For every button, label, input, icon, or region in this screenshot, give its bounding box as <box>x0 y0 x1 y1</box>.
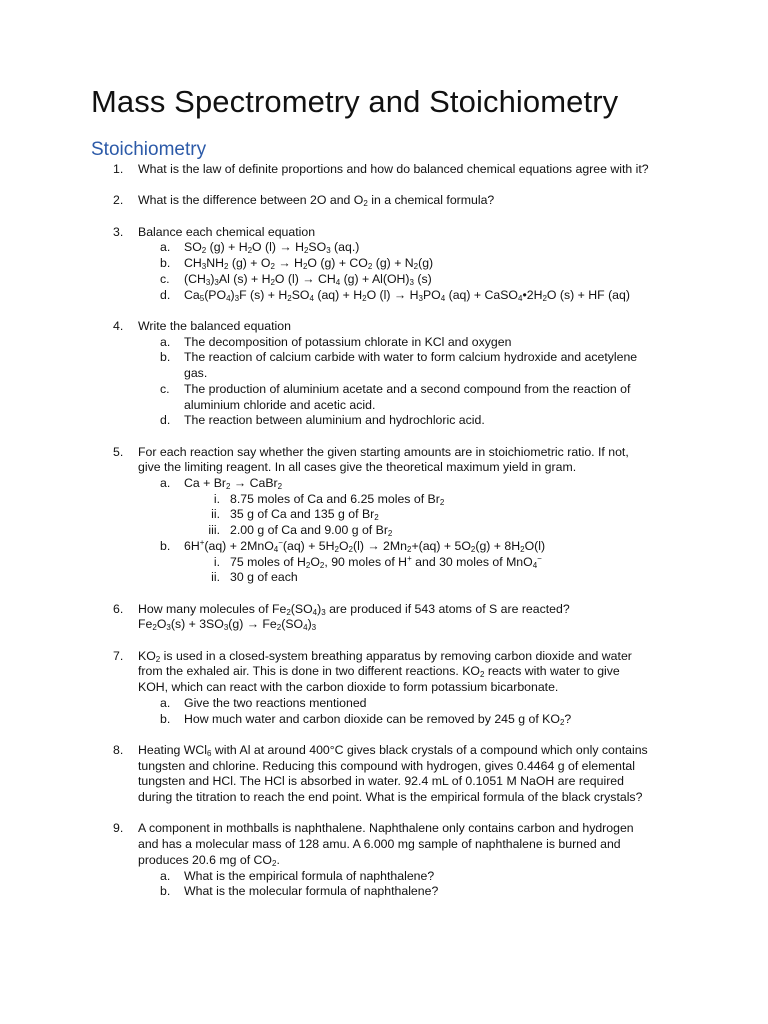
text-segment: (s) + 3SO <box>170 617 224 632</box>
part-letter: a. <box>160 240 171 255</box>
text-line <box>184 272 432 286</box>
question-part <box>0 335 768 351</box>
text-line <box>184 712 571 726</box>
superscript: + <box>407 553 412 563</box>
question-part <box>0 382 768 413</box>
question-part <box>0 869 768 885</box>
text-segment: +(aq) + 5O <box>411 538 471 553</box>
text-segment: 2.00 g of Ca and 9.00 g of Br <box>230 523 388 538</box>
text-segment: . <box>276 852 280 867</box>
question-item <box>0 162 768 178</box>
text-segment: (l) → 2Mn <box>353 538 407 553</box>
subscript: 2 <box>247 246 253 256</box>
text-line <box>230 507 379 521</box>
text-segment: (s) <box>413 271 432 286</box>
superscript: + <box>199 537 205 547</box>
text-segment: NH <box>206 256 224 271</box>
text-segment: How much water and carbon dioxide can be removed by 245 g of KO <box>184 711 560 726</box>
question-number: 5. <box>113 444 124 459</box>
subscript: 2 <box>520 544 525 554</box>
question-part <box>0 539 768 586</box>
text-segment: (aq.) <box>330 240 360 255</box>
text-segment: (g) + N <box>372 256 414 271</box>
subscript: 2 <box>277 482 283 491</box>
subscript: 4 <box>312 607 318 617</box>
text-segment: (g) <box>418 256 434 271</box>
question-part <box>0 712 768 728</box>
question-item <box>0 743 768 806</box>
question-number: 9. <box>113 821 124 836</box>
text-segment: with Al at around 400°C gives black crystals of a compound which only contains <box>211 742 648 757</box>
text-line <box>138 837 621 851</box>
subscript: 5 <box>199 293 205 303</box>
subscript: 2 <box>201 246 207 256</box>
text-segment: produces 20.6 mg of CO <box>138 852 272 867</box>
text-line <box>138 774 624 788</box>
text-segment: is used in a closed-system breathing apparatus by removing carbon dioxide and water <box>160 648 632 663</box>
text-segment: are produced if 543 atoms of S are reacted? <box>325 601 570 616</box>
text-line <box>184 476 282 490</box>
section-heading: Stoichiometry <box>91 139 207 160</box>
subscript: 3 <box>166 623 171 633</box>
text-line <box>184 288 630 302</box>
text-segment: The reaction of calcium carbide with water to form calcium hydroxide and acetylene <box>184 350 638 365</box>
text-line <box>184 350 637 364</box>
subscript: 2 <box>363 199 368 209</box>
question-item <box>0 225 768 304</box>
text-segment: What is the law of definite proportions and how do balanced chemical equations agree with it? <box>138 162 649 176</box>
text-segment: O (l) → H <box>252 240 304 255</box>
subscript: 2 <box>348 544 353 554</box>
text-segment: Give the two reactions mentioned <box>184 695 367 710</box>
text-segment: gas. <box>184 366 208 381</box>
superscript: − <box>537 553 542 563</box>
subscript: 4 <box>517 293 523 303</box>
subscript: 3 <box>326 246 331 256</box>
text-segment: (aq) + 2MnO <box>204 538 274 553</box>
part-letter: d. <box>160 413 171 428</box>
question-subpart <box>0 507 768 523</box>
part-letter: b. <box>160 538 171 553</box>
subscript: 2 <box>319 560 325 570</box>
question-part <box>0 476 768 539</box>
text-segment: (SO <box>281 617 304 632</box>
question-part <box>0 696 768 712</box>
subscript: 2 <box>480 670 485 680</box>
text-line <box>138 821 634 835</box>
subscript: 4 <box>532 560 538 570</box>
text-segment: Al (s) + H <box>218 271 271 286</box>
subscript: 3 <box>409 277 414 287</box>
subscript: 2 <box>305 560 311 570</box>
text-line <box>184 366 207 380</box>
text-segment: Heating WCl <box>138 742 208 757</box>
text-segment: from the exhaled air. This is done in two different reactions. KO <box>138 664 480 679</box>
text-segment: , 90 moles of H <box>324 554 408 569</box>
text-segment: and 30 moles of MnO <box>411 554 533 569</box>
question-subpart <box>0 555 768 571</box>
question-part <box>0 288 768 304</box>
text-segment: KO <box>138 648 156 663</box>
part-letter: a. <box>160 476 171 490</box>
subscript: 3 <box>223 623 229 633</box>
text-line <box>184 539 545 553</box>
text-segment: What is the empirical formula of naphthalene? <box>184 868 435 883</box>
text-segment: PO <box>422 287 441 302</box>
text-line <box>230 523 392 537</box>
text-segment: O (l) → CH <box>274 271 336 286</box>
question-part <box>0 272 768 288</box>
text-segment: KOH, which can react with the carbon dioxide to form potassium bicarbonate. <box>138 680 559 695</box>
subscript: 4 <box>440 293 446 303</box>
text-segment: Ca <box>184 287 200 302</box>
subscript: 3 <box>214 277 219 287</box>
part-letter: b. <box>160 350 171 365</box>
text-line <box>138 162 649 176</box>
subscript: 6 <box>207 748 212 758</box>
text-line <box>138 602 570 616</box>
part-letter: a. <box>160 695 171 710</box>
subscript: 2 <box>270 262 275 272</box>
subscript: 2 <box>286 607 291 617</box>
subscript: 2 <box>270 277 275 287</box>
text-segment: ? <box>564 711 572 726</box>
text-segment: ) <box>307 617 312 632</box>
text-segment: A component in mothballs is naphthalene. Naphthalene only contains carbon and hydrogen <box>138 821 634 836</box>
subscript: 2 <box>367 262 373 272</box>
text-line <box>138 853 280 867</box>
text-segment: What is the molecular formula of naphthalene? <box>184 884 439 899</box>
text-segment: reacts with water to give <box>484 664 620 679</box>
subscript: 2 <box>302 262 308 272</box>
question-item <box>0 649 768 728</box>
subscript: 2 <box>152 623 157 633</box>
text-segment: O <box>156 617 167 632</box>
part-letter: a. <box>160 868 171 883</box>
text-line <box>184 884 438 898</box>
text-line <box>230 570 298 584</box>
text-segment: F (s) + H <box>239 287 288 302</box>
text-segment: The production of aluminium acetate and a second compound from the reaction of <box>184 381 631 396</box>
question-item <box>0 193 768 209</box>
text-segment: O <box>310 554 320 569</box>
text-line <box>184 696 367 710</box>
question-subpart <box>0 570 768 586</box>
text-segment: (aq) + 5H <box>282 538 335 553</box>
text-segment: in a chemical formula? <box>367 193 495 208</box>
text-line <box>184 256 433 270</box>
text-line <box>138 664 620 678</box>
text-segment: 35 g of Ca and 135 g of Br <box>230 507 375 522</box>
question-number: 7. <box>113 648 124 663</box>
text-segment: (g) + 8H <box>475 538 521 553</box>
question-number: 6. <box>113 601 124 616</box>
question-part <box>0 256 768 272</box>
text-segment: (SO <box>290 601 313 616</box>
subscript: 3 <box>234 293 240 303</box>
text-segment: and has a molecular mass of 128 amu. A 6.000 mg sample of naphthalene is burned and <box>138 837 621 852</box>
question-number: 3. <box>113 224 124 239</box>
question-list <box>0 162 768 900</box>
subscript: 2 <box>226 482 231 491</box>
part-letter: b. <box>160 884 171 899</box>
subscript: 3 <box>205 277 211 287</box>
question-number: 1. <box>113 162 124 176</box>
subscript: 2 <box>303 246 309 256</box>
subscript: 2 <box>559 717 565 727</box>
text-segment: (aq) + CaSO <box>445 287 518 302</box>
subscript: 3 <box>311 623 317 633</box>
text-segment: SO <box>291 287 310 302</box>
text-line <box>138 193 494 207</box>
page-title: Mass Spectrometry and Stoichiometry <box>91 84 619 119</box>
text-segment: O (s) + HF (aq) <box>546 287 630 302</box>
text-line <box>184 240 359 254</box>
text-line <box>138 319 291 333</box>
question-part <box>0 350 768 381</box>
subscript: 2 <box>374 513 379 523</box>
text-segment: 8.75 moles of Ca and 6.25 moles of Br <box>230 491 440 506</box>
question-number: 2. <box>113 193 124 208</box>
part-letter: d. <box>160 287 171 302</box>
text-line <box>184 413 485 427</box>
text-segment: The reaction between aluminium and hydrochloric acid. <box>184 413 485 428</box>
text-segment: For each reaction say whether the given starting amounts are in stoichiometric ratio. If not, <box>138 444 629 459</box>
text-segment: ) <box>317 601 322 616</box>
text-line <box>184 398 375 412</box>
text-segment: O <box>338 538 349 553</box>
text-line <box>184 382 630 396</box>
text-segment: (PO <box>204 287 227 302</box>
text-segment: (aq) + H <box>313 287 363 302</box>
subscript: 4 <box>303 623 308 633</box>
text-segment: 75 moles of H <box>230 554 306 569</box>
text-segment: (g) + O <box>228 256 271 271</box>
text-segment: tungsten and chlorine. Reducing this compound with hydrogen, gives 0.4464 g of elemental <box>138 758 635 773</box>
text-line <box>138 680 558 694</box>
text-segment: The decomposition of potassium chlorate in KCl and oxygen <box>184 334 512 349</box>
subscript: 2 <box>223 262 229 272</box>
subscript: 4 <box>226 293 231 303</box>
text-segment: tungsten and HCl. The HCl is absorbed in water. 92.4 mL of 0.1051 M NaOH are required <box>138 774 624 789</box>
text-segment: What is the difference between 2O and O <box>138 193 364 208</box>
subpart-numeral: i. <box>213 491 220 506</box>
subscript: 3 <box>418 293 423 303</box>
text-line <box>230 492 444 506</box>
text-line <box>138 460 576 474</box>
subscript: 2 <box>271 858 277 868</box>
subscript: 2 <box>287 293 292 303</box>
text-line <box>138 617 316 631</box>
subpart-numeral: i. <box>213 554 220 569</box>
subscript: 2 <box>362 293 367 303</box>
text-segment: (g) → Fe <box>228 617 277 632</box>
subscript: 2 <box>413 262 419 272</box>
subscript: 4 <box>273 544 279 554</box>
question-subpart <box>0 492 768 508</box>
text-line <box>138 225 315 239</box>
subscript: 2 <box>387 529 393 539</box>
text-segment: aluminium chloride and acetic acid. <box>184 397 376 412</box>
text-segment: → CaBr <box>230 476 278 490</box>
subscript: 4 <box>335 277 341 287</box>
question-item <box>0 319 768 429</box>
question-number: 4. <box>113 318 124 333</box>
text-segment: Write the balanced equation <box>138 318 291 333</box>
text-segment: give the limiting reagent. In all cases give the theoretical maximum yield in gram. <box>138 460 577 475</box>
text-line <box>184 869 434 883</box>
text-segment: Fe <box>138 617 153 632</box>
text-segment: O(l) <box>524 538 546 553</box>
text-line <box>138 790 642 804</box>
text-line <box>138 445 629 459</box>
text-segment: O (g) + CO <box>307 256 368 271</box>
text-segment: (CH <box>184 271 206 286</box>
question-part <box>0 884 768 900</box>
subscript: 2 <box>542 293 547 303</box>
text-segment: during the titration to reach the end point. What is the empirical formula of the black crystals? <box>138 790 643 805</box>
subscript: 2 <box>276 623 282 633</box>
subscript: 2 <box>334 544 339 554</box>
text-segment: Ca + Br <box>184 476 227 490</box>
text-segment: (g) + H <box>206 240 248 255</box>
question-item <box>0 602 768 633</box>
text-line <box>138 743 648 757</box>
subpart-numeral: iii. <box>208 523 220 538</box>
part-letter: a. <box>160 334 171 349</box>
text-segment: ) <box>210 271 215 286</box>
question-item <box>0 445 768 586</box>
subscript: 2 <box>406 544 412 554</box>
text-segment: → H <box>274 256 303 271</box>
superscript: − <box>278 537 283 547</box>
text-segment: SO <box>184 240 202 255</box>
question-item <box>0 821 768 900</box>
text-segment: CH <box>184 256 202 271</box>
part-letter: c. <box>160 271 170 286</box>
subscript: 2 <box>155 654 161 664</box>
text-line <box>138 649 632 663</box>
subscript: 4 <box>309 293 314 303</box>
text-segment: O (l) → H <box>366 287 419 302</box>
text-segment: How many molecules of Fe <box>138 601 287 616</box>
subpart-numeral: ii. <box>211 570 220 585</box>
part-letter: b. <box>160 711 171 726</box>
text-segment: •2H <box>522 287 543 302</box>
text-segment: SO <box>308 240 327 255</box>
text-segment: 6H <box>184 538 200 553</box>
subscript: 3 <box>321 607 326 617</box>
text-segment: Balance each chemical equation <box>138 224 316 239</box>
text-segment: ) <box>230 287 235 302</box>
text-line <box>184 335 511 349</box>
subpart-numeral: ii. <box>211 507 220 522</box>
part-letter: b. <box>160 256 171 271</box>
subscript: 2 <box>470 544 476 554</box>
subscript: 2 <box>439 497 445 507</box>
subscript: 3 <box>201 262 207 272</box>
text-segment: (g) + Al(OH) <box>340 271 410 286</box>
question-number: 8. <box>113 742 124 757</box>
question-part <box>0 413 768 429</box>
text-segment: 30 g of each <box>230 570 298 585</box>
question-part <box>0 240 768 256</box>
part-letter: c. <box>160 381 170 396</box>
text-line <box>230 555 542 569</box>
question-subpart <box>0 523 768 539</box>
text-line <box>138 759 635 773</box>
